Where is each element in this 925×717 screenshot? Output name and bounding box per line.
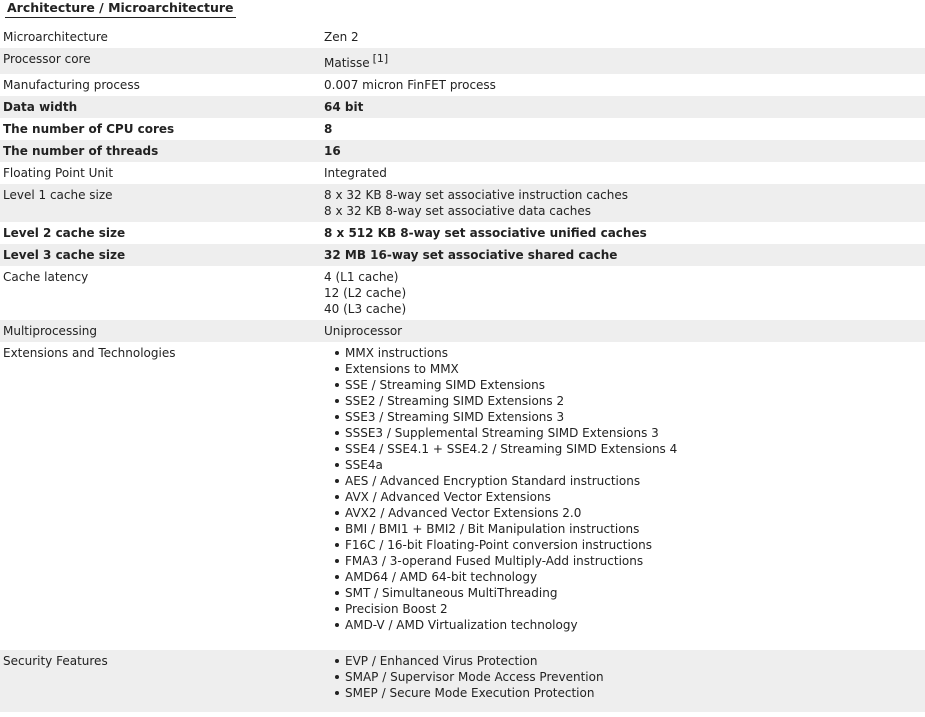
list-item: Extensions to MMX xyxy=(335,361,925,377)
list-item: SSE3 / Streaming SIMD Extensions 3 xyxy=(335,409,925,425)
spec-label: Level 1 cache size xyxy=(3,188,113,202)
spec-label: Floating Point Unit xyxy=(3,166,114,180)
list-item: SMAP / Supervisor Mode Access Prevention xyxy=(335,669,925,685)
spec-value xyxy=(324,48,925,74)
spec-label: Level 3 cache size xyxy=(3,248,126,262)
spec-value: 64 bit xyxy=(324,100,364,114)
list-item: F16C / 16-bit Floating-Point conversion instructions xyxy=(335,537,925,553)
spec-value xyxy=(324,650,925,704)
list-item: AMD64 / AMD 64-bit technology xyxy=(335,569,925,585)
list-item: SSE2 / Streaming SIMD Extensions 2 xyxy=(335,393,925,409)
spec-value-line: 40 (L3 cache) xyxy=(324,302,407,316)
spec-value-line: 8 x 32 KB 8-way set associative instruction caches xyxy=(324,188,629,202)
list-item: MMX instructions xyxy=(335,345,925,361)
list-item: SSSE3 / Supplemental Streaming SIMD Extensions 3 xyxy=(335,425,925,441)
security-features-list xyxy=(324,653,925,701)
spec-value: 32 MB 16-way set associative shared cache xyxy=(324,248,618,262)
spec-row-threads xyxy=(0,140,925,162)
list-item: SSE4a xyxy=(335,457,925,473)
spec-label: Level 2 cache size xyxy=(3,226,126,240)
list-item: FMA3 / 3-operand Fused Multiply-Add instructions xyxy=(335,553,925,569)
spec-label: Processor core xyxy=(3,52,91,66)
spec-value: Uniprocessor xyxy=(324,324,403,338)
reference-link[interactable]: [1] xyxy=(372,52,389,65)
spec-value xyxy=(324,184,925,222)
section-title: Architecture / Microarchitecture xyxy=(5,0,236,18)
spec-row-microarchitecture xyxy=(0,26,925,48)
spec-label: Multiprocessing xyxy=(3,324,98,338)
spec-label: Cache latency xyxy=(3,270,89,284)
spec-row-multiprocessing xyxy=(0,320,925,342)
list-item: SSE4 / SSE4.1 + SSE4.2 / Streaming SIMD Extensions 4 xyxy=(335,441,925,457)
spec-value: Zen 2 xyxy=(324,30,359,44)
spec-value: 0.007 micron FinFET process xyxy=(324,78,496,92)
spec-row-l2-cache xyxy=(0,222,925,244)
extensions-list xyxy=(324,345,925,633)
list-item: SSE / Streaming SIMD Extensions xyxy=(335,377,925,393)
spec-value-line: 4 (L1 cache) xyxy=(324,270,399,284)
spec-row-fpu xyxy=(0,162,925,184)
list-item: SMEP / Secure Mode Execution Protection xyxy=(335,685,925,701)
spec-row-data-width xyxy=(0,96,925,118)
spec-row-security xyxy=(0,650,925,712)
processor-core-value: Matisse xyxy=(324,56,370,70)
spec-value-line: 8 x 32 KB 8-way set associative data caches xyxy=(324,204,592,218)
list-item: EVP / Enhanced Virus Protection xyxy=(335,653,925,669)
list-item: AVX2 / Advanced Vector Extensions 2.0 xyxy=(335,505,925,521)
spec-row-cache-latency xyxy=(0,266,925,320)
spec-label: Data width xyxy=(3,100,78,114)
spec-row-cpu-cores xyxy=(0,118,925,140)
list-item: Precision Boost 2 xyxy=(335,601,925,617)
spec-label: Manufacturing process xyxy=(3,78,140,92)
spec-value: Integrated xyxy=(324,166,387,180)
spec-label: The number of threads xyxy=(3,144,159,158)
spec-value: 8 x 512 KB 8-way set associative unified caches xyxy=(324,226,647,240)
spec-table xyxy=(0,26,925,712)
spec-row-extensions xyxy=(0,342,925,650)
list-item: BMI / BMI1 + BMI2 / Bit Manipulation instructions xyxy=(335,521,925,537)
spec-value xyxy=(324,342,925,636)
spec-label: Security Features xyxy=(3,654,108,668)
spec-value-line: 12 (L2 cache) xyxy=(324,286,407,300)
spec-row-processor-core xyxy=(0,48,925,74)
list-item: AMD-V / AMD Virtualization technology xyxy=(335,617,925,633)
spec-label: The number of CPU cores xyxy=(3,122,175,136)
list-item: AES / Advanced Encryption Standard instructions xyxy=(335,473,925,489)
list-item: AVX / Advanced Vector Extensions xyxy=(335,489,925,505)
spec-row-l3-cache xyxy=(0,244,925,266)
spec-label: Microarchitecture xyxy=(3,30,108,44)
spec-value: 8 xyxy=(324,122,333,136)
spec-label: Extensions and Technologies xyxy=(3,346,176,360)
spec-row-manufacturing-process xyxy=(0,74,925,96)
list-item: SMT / Simultaneous MultiThreading xyxy=(335,585,925,601)
spec-value: 16 xyxy=(324,144,341,158)
spec-value xyxy=(324,266,925,320)
spec-row-l1-cache xyxy=(0,184,925,222)
